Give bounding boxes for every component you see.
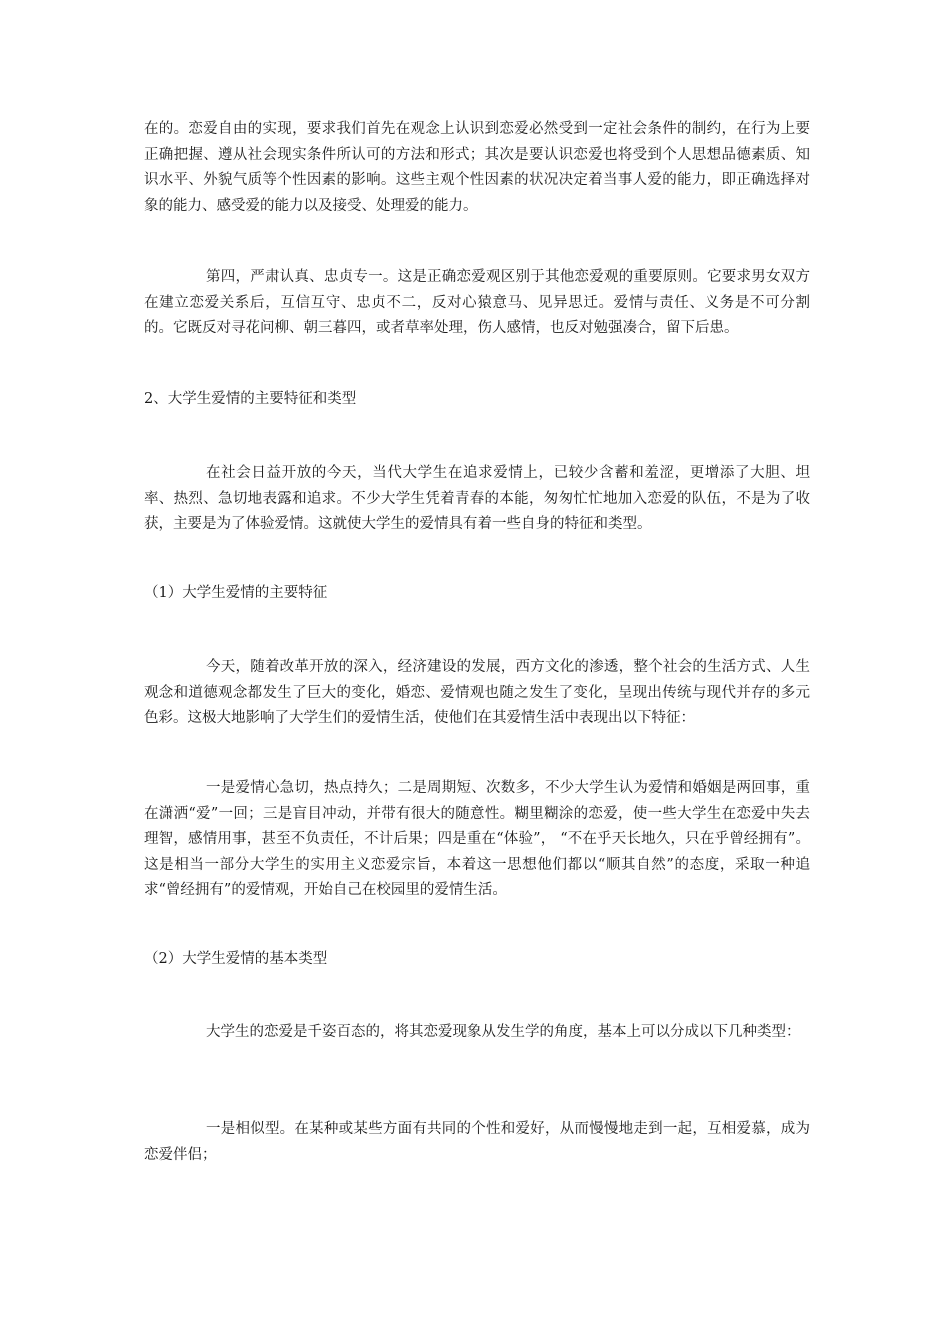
paragraph-love-types-intro: 大学生的恋爱是千姿百态的，将其恋爱现象从发生学的角度，基本上可以分成以下几种类型： [206, 1024, 801, 1040]
paragraph-open-society: 在社会日益开放的今天，当代大学生在追求爱情上，已较少含蓄和羞涩，更增添了大胆、坦率、热烈、急切地表露和追求。不少大学生凭着青春的本能，匆匆忙忙地加入恋爱的队伍，不是为了收获，主要是为了体验爱情。这就使大学生的爱情具有着一些自身的特征和类型。 [144, 465, 810, 532]
paragraph-characteristics: 一是爱情心急切，热点持久；二是周期短、次数多，不少大学生认为爱情和婚姻是两回事，重在潇洒“爱”一回；三是盲目冲动，并带有很大的随意性。糊里糊涂的恋爱，使一些大学生在恋爱中失去理智，感情用事，甚至不负责任，不计后果；四是重在“体验”， “不在乎天长地久，只在乎曾经拥有”。这是相当一部分大学生的实用主义恋爱宗旨，本着这一思想他们都以“顺其自然”的态度，采取一种追求“曾经拥有”的爱情观，开始自己在校园里的爱情生活。 [144, 780, 810, 898]
subsection-heading-2: （2）大学生爱情的基本类型 [144, 951, 328, 967]
paragraph-freedom-of-love: 在的。恋爱自由的实现，要求我们首先在观念上认识到恋爱必然受到一定社会条件的制约，在行为上要正确把握、遵从社会现实条件所认可的方法和形式；其次是要认识恋爱也将受到个人思想品德素质、知识水平、外貌气质等个性因素的影响。这些主观个性因素的状况决定着当事人爱的能力，即正确选择对象的能力、感受爱的能力以及接受、处理爱的能力。 [144, 121, 810, 214]
paragraph-principle-four: 第四，严肃认真、忠贞专一。这是正确恋爱观区别于其他恋爱观的重要原则。它要求男女双方在建立恋爱关系后，互信互守、忠贞不二，反对心猿意马、见异思迁。爱情与责任、义务是不可分割的。它既反对寻花问柳、朝三暮四，或者草率处理，伤人感情，也反对勉强凑合，留下后患。 [144, 269, 810, 336]
subsection-heading-1: （1）大学生爱情的主要特征 [144, 585, 328, 601]
paragraph-similar-type: 一是相似型。在某种或某些方面有共同的个性和爱好，从而慢慢地走到一起，互相爱慕，成为恋爱伴侣； [144, 1121, 810, 1163]
section-heading-2: 2、大学生爱情的主要特征和类型 [144, 391, 357, 407]
paragraph-reform-opening: 今天，随着改革开放的深入，经济建设的发展，西方文化的渗透，整个社会的生活方式、人生观念和道德观念都发生了巨大的变化，婚恋、爱情观也随之发生了变化，呈现出传统与现代并存的多元色彩。这极大地影响了大学生们的爱情生活，使他们在其爱情生活中表现出以下特征： [144, 659, 810, 726]
